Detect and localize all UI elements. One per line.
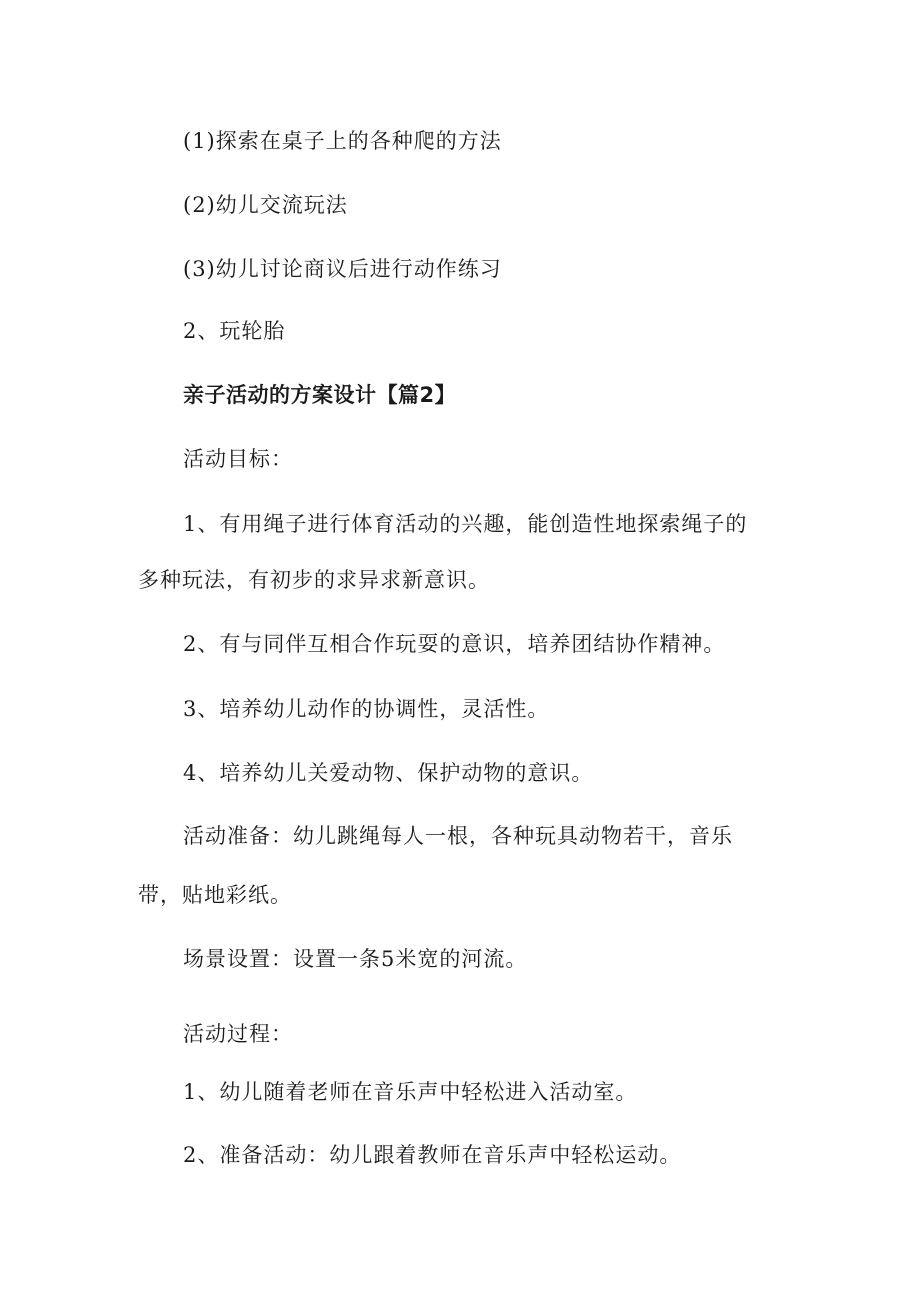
list-item-explore-table-crawl: (1)探索在桌子上的各种爬的方法 (183, 129, 502, 153)
goal-1-line-2: 多种玩法，有初步的求异求新意识。 (138, 568, 490, 592)
list-item-exchange-play: (2)幼儿交流玩法 (183, 193, 348, 217)
process-label: 活动过程： (183, 1022, 293, 1046)
goal-3: 3、培养幼儿动作的协调性，灵活性。 (183, 697, 550, 721)
process-step-2: 2、准备活动：幼儿跟着教师在音乐声中轻松运动。 (183, 1143, 682, 1167)
goal-1-line-1: 1、有用绳子进行体育活动的兴趣，能创造性地探索绳子的 (183, 512, 748, 536)
section-heading: 亲子活动的方案设计【篇2】 (183, 383, 457, 407)
goals-label: 活动目标： (183, 447, 293, 471)
goal-2: 2、有与同伴互相合作玩耍的意识，培养团结协作精神。 (183, 632, 726, 656)
preparation-line-2: 带，贴地彩纸。 (138, 883, 292, 907)
scene-setup: 场景设置：设置一条5米宽的河流。 (183, 947, 528, 971)
list-item-play-tires: 2、玩轮胎 (183, 319, 286, 343)
list-item-discuss-practice: (3)幼儿讨论商议后进行动作练习 (183, 257, 502, 281)
goal-4: 4、培养幼儿关爱动物、保护动物的意识。 (183, 761, 594, 785)
preparation-line-1: 活动准备：幼儿跳绳每人一根，各种玩具动物若干，音乐 (183, 824, 733, 848)
process-step-1: 1、幼儿随着老师在音乐声中轻松进入活动室。 (183, 1080, 638, 1104)
